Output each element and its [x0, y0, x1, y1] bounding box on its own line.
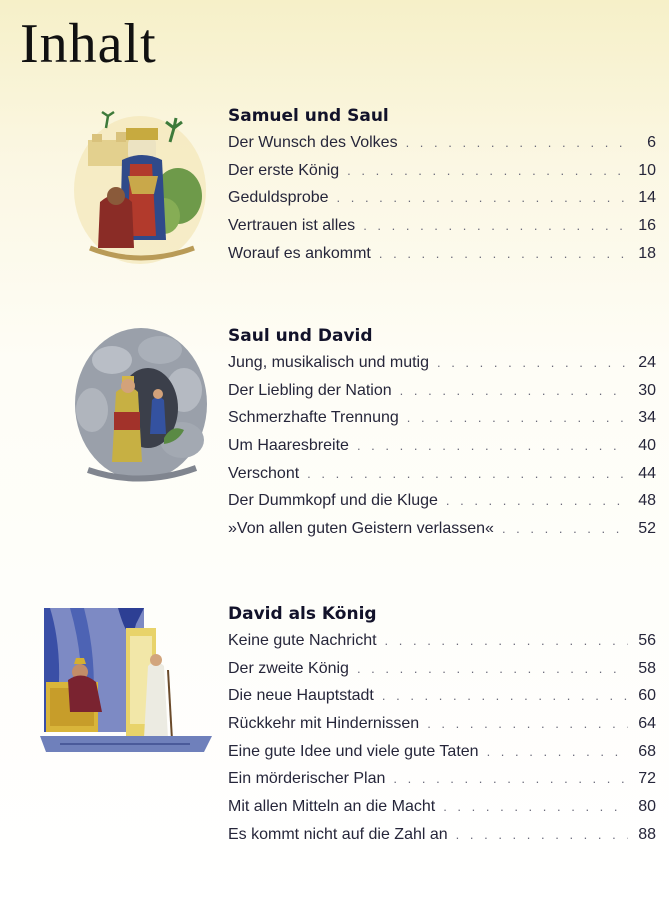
toc-entry[interactable] [228, 492, 656, 520]
dot-leader [427, 716, 628, 731]
toc-entry-title: Jung, musikalisch und mutig [228, 354, 429, 371]
toc-section-david-als-koenig [228, 602, 656, 854]
dot-leader [357, 438, 628, 453]
dot-leader [443, 799, 628, 814]
toc-entry-page: 52 [638, 520, 656, 538]
toc-entry[interactable] [228, 217, 656, 245]
dot-leader [407, 410, 628, 425]
toc-entry[interactable] [228, 770, 656, 798]
dot-leader [307, 466, 628, 481]
toc-entry-page: 34 [638, 409, 656, 427]
toc-entry-title: Um Haaresbreite [228, 437, 349, 455]
toc-entry-page: 58 [638, 659, 656, 677]
toc-entry[interactable] [228, 687, 656, 715]
toc-entry-page: 30 [638, 381, 656, 399]
toc-entry[interactable] [228, 354, 656, 382]
toc-entry-page: 24 [638, 354, 656, 371]
toc-entry-title: Der Liebling der Nation [228, 381, 392, 399]
dot-leader [379, 246, 628, 261]
dot-leader [446, 493, 628, 508]
toc-entry[interactable] [228, 715, 656, 743]
toc-entry[interactable] [228, 520, 656, 548]
dot-leader [363, 218, 628, 233]
toc-entry-title: »Von allen guten Geistern verlassen« [228, 520, 494, 538]
toc-section-samuel-und-saul [228, 104, 656, 272]
toc-entry-title: Der Dummkopf und die Kluge [228, 492, 438, 510]
toc-entry-title: Der erste König [228, 161, 340, 179]
dot-leader [400, 383, 628, 398]
toc-entry-title: Geduldsprobe [228, 189, 329, 207]
toc-entry-title: Keine gute Nachricht [228, 632, 377, 649]
toc-entry-page: 16 [638, 217, 656, 235]
toc-entry[interactable] [228, 245, 656, 273]
section-heading: Saul und David [228, 326, 373, 346]
toc-entry-page: 68 [638, 742, 656, 760]
toc-entry-title: Schmerzhafte Trennung [228, 409, 399, 427]
toc-entry[interactable] [228, 189, 656, 217]
toc-entry-page: 60 [638, 687, 656, 705]
toc-entry-title: Die neue Hauptstadt [228, 687, 374, 705]
toc-entry-page: 48 [638, 492, 656, 510]
dot-leader [393, 771, 628, 786]
toc-entry-page: 56 [638, 632, 656, 649]
dot-leader [385, 633, 628, 648]
toc-entry-page: 88 [638, 825, 656, 843]
toc-entry-page: 40 [638, 437, 656, 455]
dot-leader [487, 744, 628, 759]
dot-leader [337, 190, 628, 205]
dot-leader [406, 135, 628, 150]
dot-leader [456, 827, 628, 842]
toc-entry[interactable] [228, 660, 656, 688]
toc-entry[interactable] [228, 632, 656, 660]
toc-entry-page: 80 [638, 798, 656, 816]
toc-entry-page: 18 [638, 244, 656, 262]
toc-entry[interactable] [228, 826, 656, 854]
toc-entry-page: 6 [647, 134, 656, 151]
toc-entry-title: Ein mörderischer Plan [228, 770, 386, 788]
section-heading: David als König [228, 604, 377, 624]
toc-entry-title: Es kommt nicht auf die Zahl an [228, 825, 448, 843]
toc-entry-page: 14 [638, 189, 656, 207]
toc-entry[interactable] [228, 134, 656, 162]
toc-section-saul-und-david [228, 324, 656, 548]
dot-leader [347, 163, 628, 178]
toc-entry-title: Der Wunsch des Volkes [228, 134, 398, 151]
toc-entry-page: 10 [638, 161, 656, 179]
toc-entry[interactable] [228, 465, 656, 493]
toc-entry[interactable] [228, 743, 656, 771]
toc-entry-title: Eine gute Idee und viele gute Taten [228, 742, 479, 760]
toc-entry-page: 64 [638, 715, 656, 733]
toc-entry[interactable] [228, 798, 656, 826]
toc-entry-title: Mit allen Mitteln an die Macht [228, 798, 436, 816]
page-title: Inhalt [20, 13, 157, 75]
toc-entry-title: Vertrauen ist alles [228, 217, 356, 235]
toc-entry-page: 44 [638, 464, 656, 482]
toc-entry-title: Rückkehr mit Hindernissen [228, 715, 420, 733]
dot-leader [382, 688, 628, 703]
toc-entry[interactable] [228, 162, 656, 190]
toc-entry-title: Der zweite König [228, 659, 349, 677]
toc-entry-page: 72 [638, 770, 656, 788]
dot-leader [502, 521, 628, 536]
section-heading: Samuel und Saul [228, 106, 389, 126]
toc-entry-title: Verschont [228, 464, 300, 482]
toc-entry-title: Worauf es ankommt [228, 244, 371, 262]
saul-and-david-cave-illustration [72, 320, 210, 490]
king-david-throne-illustration [40, 600, 216, 760]
dot-leader [357, 661, 628, 676]
toc-entry[interactable] [228, 409, 656, 437]
dot-leader [437, 355, 628, 370]
toc-entry[interactable] [228, 382, 656, 410]
toc-entry[interactable] [228, 437, 656, 465]
samuel-anointing-saul-illustration [70, 98, 210, 270]
